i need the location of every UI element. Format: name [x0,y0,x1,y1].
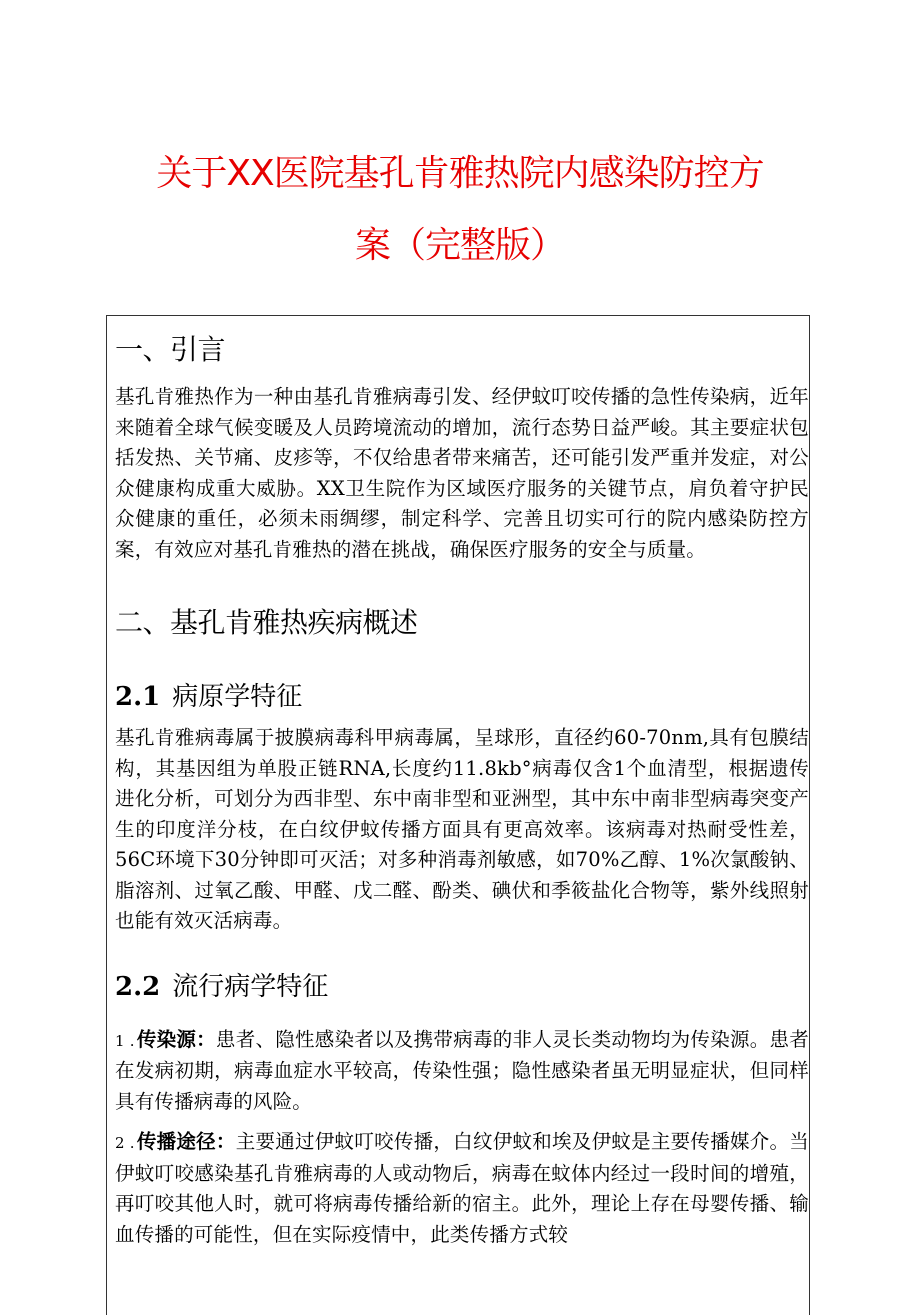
title-line-1: 关于XX医院基孔肯雅热院内感染防控方 [156,153,764,194]
subsection-heading-epidemiology [115,967,809,1007]
list-item-text: 患者、隐性感染者以及携带病毒的非人灵长类动物均为传染源。患者在发病初期，病毒血症水平较高，传染性强；隐性感染者虽无明显症状，但同样具有传播病毒的风险。 [115,1027,809,1113]
title-line-2: 案（完整版） [354,225,565,266]
subsection-title: 病原学特征 [172,682,303,712]
intro-paragraph: 基孔肯雅热作为一种由基孔肯雅病毒引发、经伊蚊叮咬传播的急性传染病，近年来随着全球气候变暖及人员跨境流动的增加，流行态势日益严峻。其主要症状包括发热、关节痛、皮疹等，不仅给患者带来痛苦，还可能引发严重并发症，对公众健康构成重大威胁。XX卫生院作为区域医疗服务的关键节点，肩负着守护民众健康的重任，必须未雨绸缪，制定科学、完善且切实可行的院内感染防控方案，有效应对基孔肯雅热的潜在挑战，确保医疗服务的安全与质量。 [115,385,809,561]
subsection-number: 2.1 [115,682,161,712]
list-item-lead: 传染源： [136,1027,216,1051]
content-frame [106,315,810,1315]
subsection-title: 流行病学特征 [172,971,329,1002]
section-heading-intro: 一、引言 [115,333,226,366]
list-item-lead: 传播途径： [136,1130,236,1153]
list-item-transmission [115,1127,809,1250]
subsection-heading-pathogen [115,677,809,717]
list-item-source [115,1025,809,1118]
list-marker: 1 . [115,1031,135,1050]
list-item-text: 主要通过伊蚊叮咬传播，白纹伊蚊和埃及伊蚊是主要传播媒介。当伊蚊叮咬感染基孔肯雅病毒的人或动物后，病毒在蚊体内经过一段时间的增殖，再叮咬其他人时，就可将病毒传播给新的宿主。此外，理论上存在母婴传播、输血传播的可能性，但在实际疫情中，此类传播方式较 [115,1130,809,1246]
list-marker: 2 . [115,1134,135,1152]
subsection-number: 2.2 [115,971,161,1002]
pathogen-paragraph: 基孔肯雅病毒属于披膜病毒科甲病毒属，呈球形，直径约60-70nm,具有包膜结构，其基因组为单股正链RNA,长度约11.8kb°病毒仅含1个血清型，根据遗传进化分析，可划分为西非型、东中南非型和亚洲型，其中东中南非型病毒突变产生的印度洋分枝，在白纹伊蚊传播方面具有更高效率。该病毒对热耐受性差，56C环境下30分钟即可灭活；对多种消毒剂敏感，如70%乙醇、1%次氯酸钠、脂溶剂、过氧乙酸、甲醛、戊二醛、酚类、碘伏和季筱盐化合物等，紫外线照射也能有效灭活病毒。 [115,726,809,932]
document-title [0,138,920,282]
section-heading-overview: 二、基孔肯雅热疾病概述 [115,606,418,639]
